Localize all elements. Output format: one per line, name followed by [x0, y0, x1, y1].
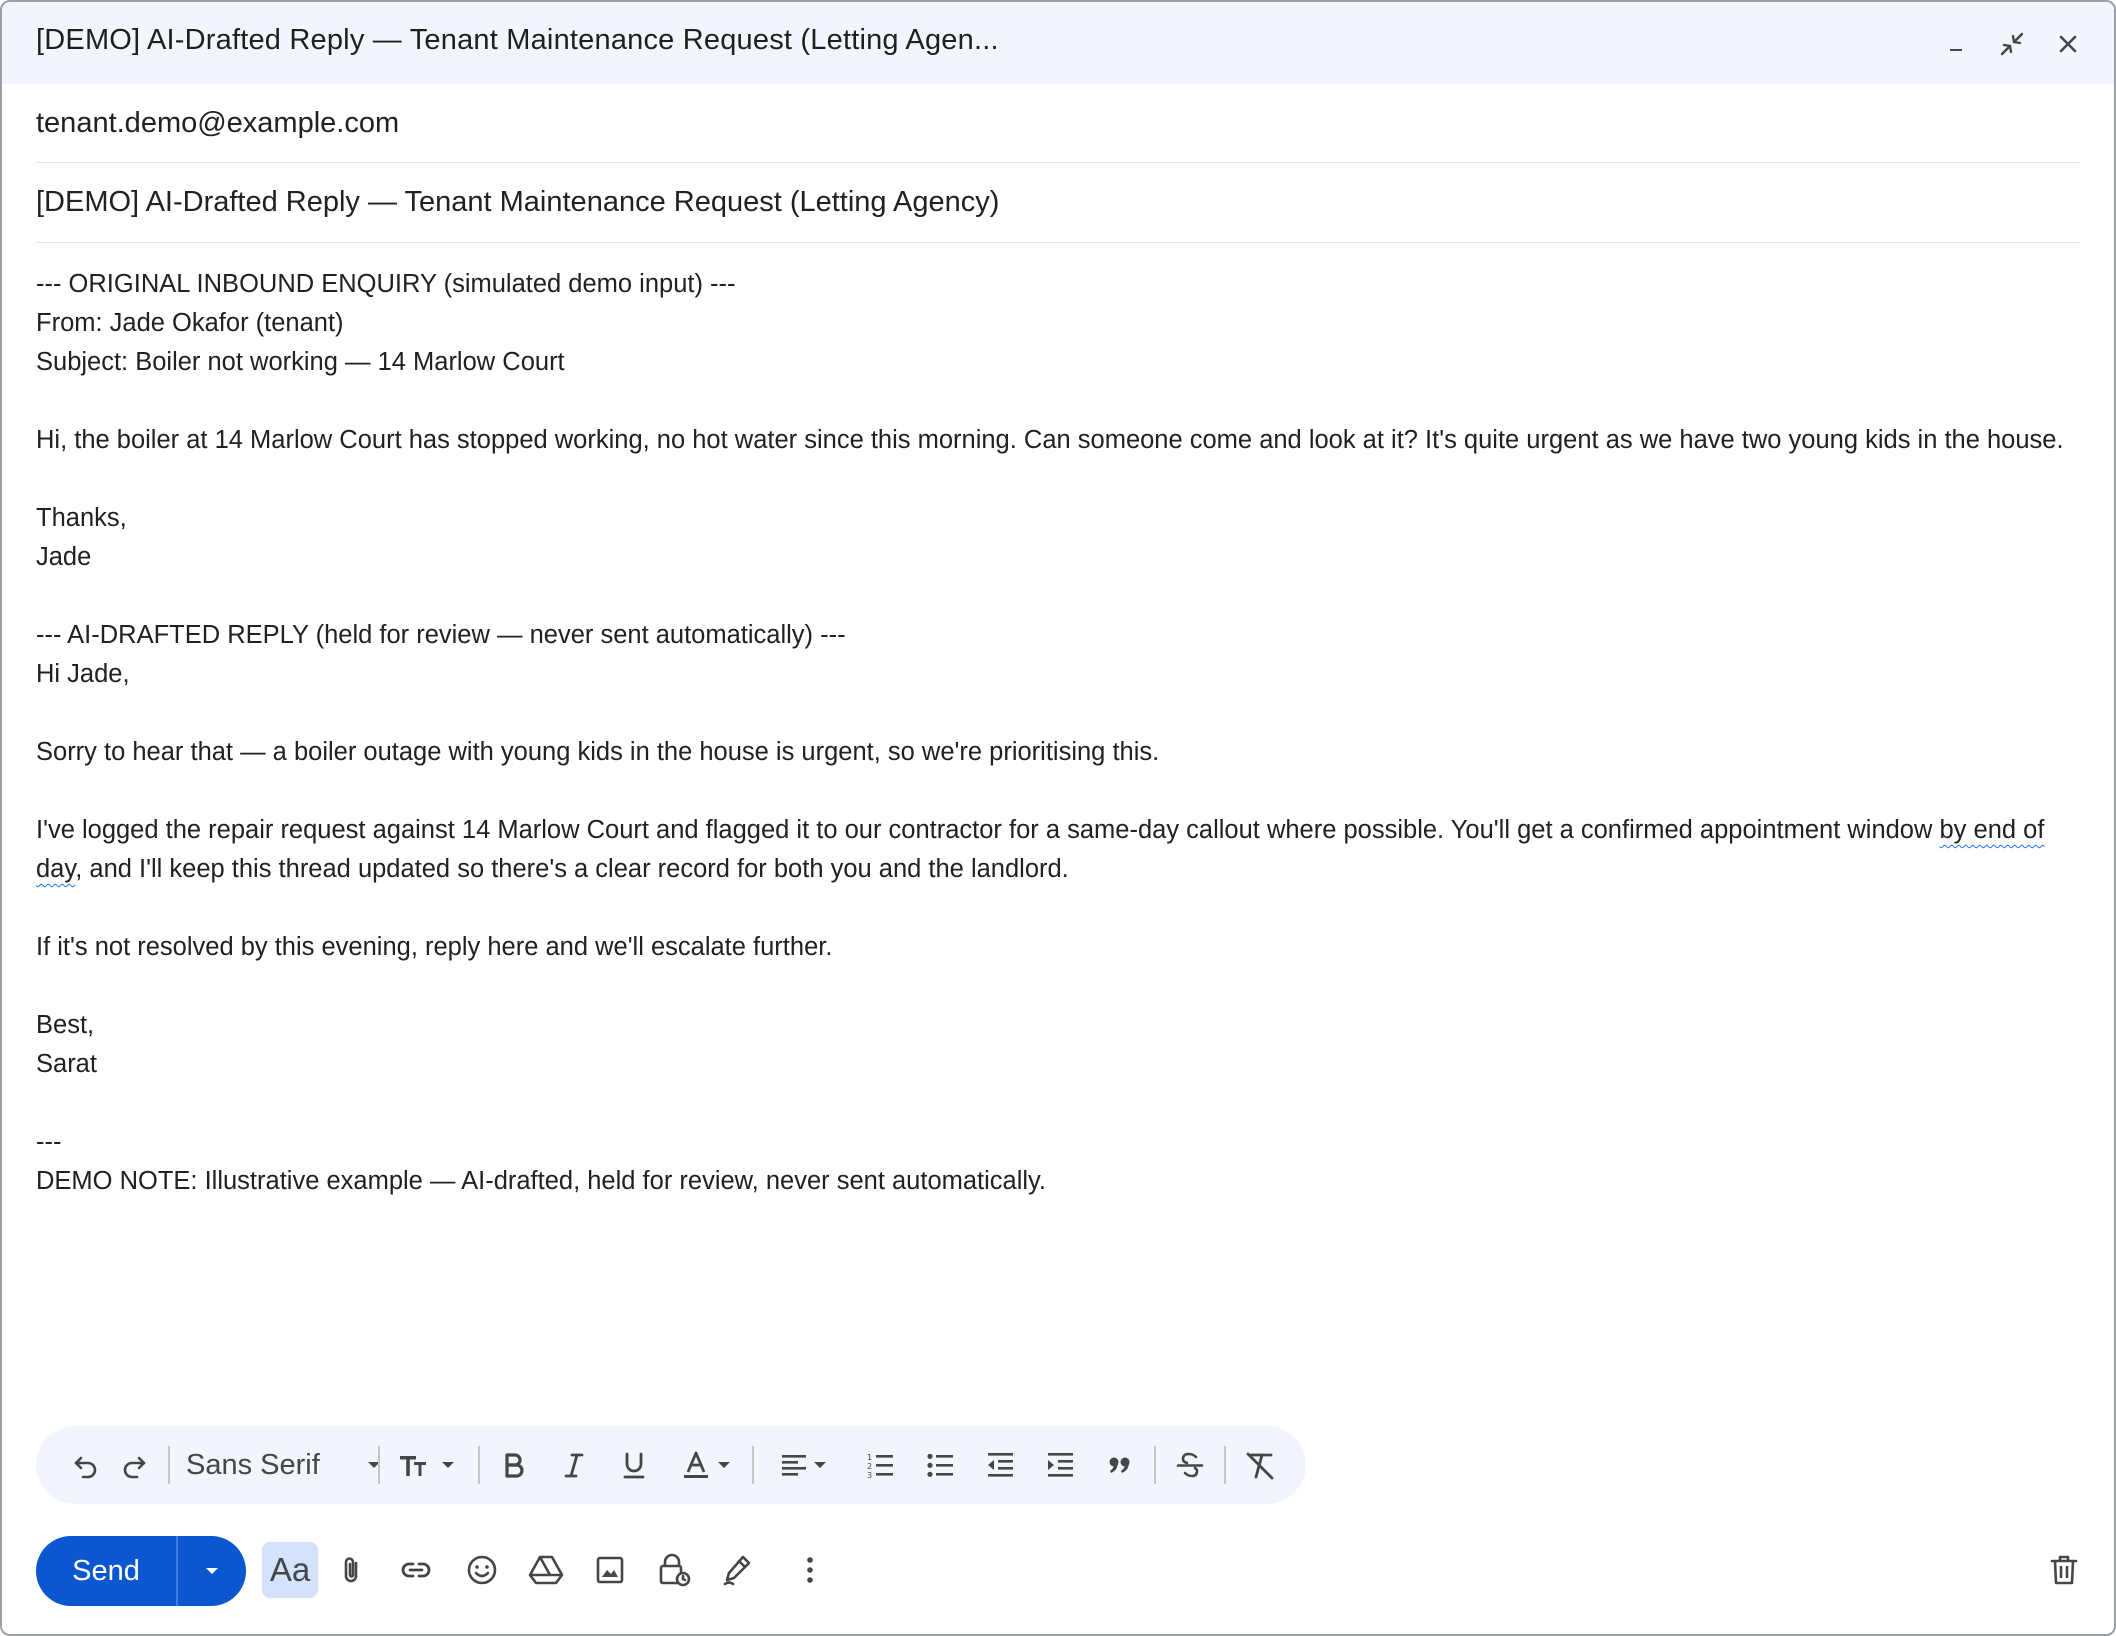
inbound-name: Jade — [36, 543, 92, 571]
align-dropdown-icon[interactable] — [808, 1445, 832, 1485]
link-icon[interactable] — [392, 1546, 440, 1594]
emoji-icon[interactable] — [458, 1546, 506, 1594]
reply-signoff: Best, — [36, 1011, 95, 1039]
more-options-icon[interactable] — [786, 1546, 834, 1594]
italic-icon[interactable] — [554, 1445, 594, 1485]
reply-greeting: Hi Jade, — [36, 660, 130, 688]
inbound-header: --- ORIGINAL INBOUND ENQUIRY (simulated demo input) --- — [36, 270, 736, 298]
inbound-from: From: Jade Okafor (tenant) — [36, 309, 344, 337]
attach-icon[interactable] — [328, 1546, 376, 1594]
bold-icon[interactable] — [494, 1445, 534, 1485]
numbered-list-icon[interactable] — [860, 1445, 900, 1485]
confidential-mode-icon[interactable] — [650, 1546, 698, 1594]
redo-icon[interactable] — [114, 1445, 154, 1485]
indent-more-icon[interactable] — [1040, 1445, 1080, 1485]
send-options-icon[interactable] — [178, 1536, 246, 1606]
text-color-icon[interactable] — [676, 1445, 716, 1485]
inbound-subject: Subject: Boiler not working — 14 Marlow Court — [36, 348, 565, 376]
inbound-signoff: Thanks, — [36, 504, 127, 532]
quote-icon[interactable] — [1100, 1445, 1140, 1485]
exit-fullscreen-icon[interactable] — [1992, 24, 2032, 64]
underline-icon[interactable] — [614, 1445, 654, 1485]
svg-text:3: 3 — [867, 1471, 873, 1480]
grammar-suggestion[interactable]: by end of day — [36, 816, 2045, 883]
reply-paragraph-2 — [36, 811, 2086, 889]
reply-paragraph-3: If it's not resolved by this evening, reply here and we'll escalate further. — [36, 933, 833, 961]
signature-icon[interactable] — [714, 1546, 762, 1594]
reply-name: Sarat — [36, 1050, 97, 1078]
strikethrough-icon[interactable] — [1170, 1445, 1210, 1485]
recipient-chip[interactable]: tenant.demo@example.com — [36, 107, 400, 139]
note-separator: --- — [36, 1128, 62, 1156]
text-color-dropdown-icon[interactable] — [712, 1445, 736, 1485]
demo-note: DEMO NOTE: Illustrative example — AI-drafted, held for review, never sent automatically. — [36, 1167, 1047, 1195]
close-icon[interactable] — [2048, 24, 2088, 64]
subject-value: [DEMO] AI-Drafted Reply — Tenant Maintenance Request (Letting Agency) — [36, 186, 1000, 218]
reply-header: --- AI-DRAFTED REPLY (held for review — never sent automatically) --- — [36, 621, 846, 649]
svg-text:2: 2 — [867, 1462, 873, 1471]
message-body[interactable] — [36, 265, 2086, 1201]
indent-less-icon[interactable] — [980, 1445, 1020, 1485]
discard-draft-icon[interactable] — [2040, 1546, 2088, 1594]
subject-field[interactable] — [36, 162, 2080, 243]
reply-p2-start: I've logged the repair request against 14 Marlow Court and flagged it to our contractor for a same-day callout where possible. You'll get a confirmed appointment window — [36, 816, 1940, 844]
send-button[interactable]: Send — [36, 1536, 178, 1606]
remove-formatting-icon[interactable] — [1240, 1445, 1280, 1485]
minimize-icon[interactable] — [1936, 24, 1976, 64]
font-family-select[interactable]: Sans Serif — [186, 1449, 320, 1481]
text-size-icon[interactable] — [396, 1445, 440, 1485]
send-button-group — [36, 1536, 246, 1606]
svg-text:1: 1 — [867, 1453, 873, 1462]
compose-actions — [2, 1532, 2114, 1608]
bulleted-list-icon[interactable] — [920, 1445, 960, 1485]
compose-titlebar[interactable] — [2, 2, 2114, 84]
reply-p2-end: , and I'll keep this thread updated so there's a clear record for both you and the landlord. — [75, 855, 1069, 883]
font-dropdown-icon[interactable] — [354, 1445, 394, 1485]
formatting-toolbar — [36, 1426, 1306, 1504]
drive-icon[interactable] — [522, 1546, 570, 1594]
photo-icon[interactable] — [586, 1546, 634, 1594]
inbound-message: Hi, the boiler at 14 Marlow Court has stopped working, no hot water since this morning. Can someone come and look at it? It's quite urgent as we have two young kids in the house. — [36, 426, 2064, 454]
reply-paragraph-1: Sorry to hear that — a boiler outage with young kids in the house is urgent, so we're prioritising this. — [36, 738, 1160, 766]
to-field[interactable] — [36, 84, 2080, 163]
undo-icon[interactable] — [66, 1445, 106, 1485]
formatting-options-icon[interactable]: Aa — [262, 1542, 318, 1598]
compose-title: [DEMO] AI-Drafted Reply — Tenant Maintenance Request (Letting Agen... — [36, 24, 999, 56]
text-size-dropdown-icon[interactable] — [436, 1445, 460, 1485]
